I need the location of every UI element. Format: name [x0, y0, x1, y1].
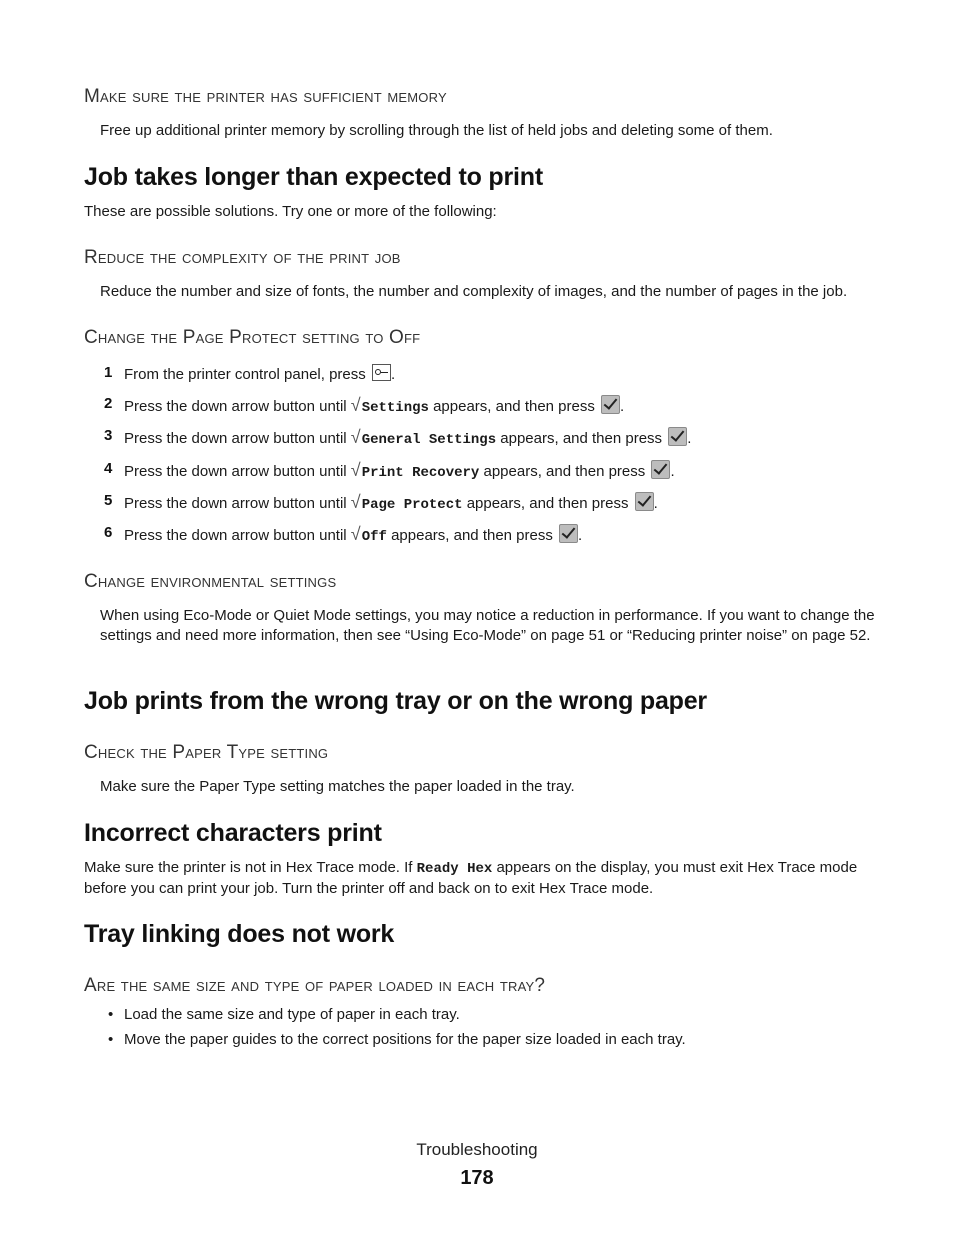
step-2	[124, 395, 624, 416]
step-suffix: .	[390, 366, 396, 383]
heading-same-size: Are the same size and type of paper loaded in each tray?	[84, 975, 546, 996]
menu-item-code: Page Protect	[361, 497, 463, 513]
step-text: Press the down arrow button until	[124, 527, 347, 544]
check-icon	[651, 460, 670, 479]
check-icon	[635, 492, 654, 511]
heading-sufficient-memory: Make sure the printer has sufficient memory	[84, 86, 447, 107]
footer-section: Troubleshooting	[416, 1140, 538, 1159]
menu-item-code: Off	[361, 529, 387, 545]
page-number: 178	[460, 1167, 494, 1189]
bullet-icon: •	[108, 1031, 114, 1048]
step-number: 4	[104, 460, 113, 477]
step-number: 5	[104, 492, 113, 509]
step-text: appears, and then press	[466, 495, 629, 512]
list-item: Load the same size and type of paper in each tray.	[124, 1006, 460, 1023]
step-1	[124, 364, 395, 383]
step-number: 2	[104, 395, 113, 412]
job-longer-intro: These are possible solutions. Try one or more of the following:	[84, 203, 497, 220]
step-text: appears, and then press	[391, 527, 553, 544]
menu-item-code: General Settings	[361, 432, 497, 448]
heading-paper-type: Check the Paper Type setting	[84, 742, 329, 763]
sqrt-icon: √	[350, 395, 361, 415]
step-text: Press the down arrow button until	[124, 495, 347, 512]
heading-page-protect: Change the Page Protect setting to Off	[84, 327, 421, 348]
bullet-icon: •	[108, 1006, 114, 1023]
step-4	[124, 460, 675, 481]
step-suffix: .	[653, 495, 658, 512]
sqrt-icon: √	[350, 524, 361, 544]
sqrt-icon: √	[350, 460, 361, 480]
incorrect-text: appears on the display, you must exit Hex Trace mode before you can print your job. Turn the printer off and back on to exit Hex Trace mode.	[84, 859, 858, 897]
title-tray-linking: Tray linking does not work	[84, 920, 395, 948]
incorrect-body	[84, 858, 876, 899]
step-text: appears, and then press	[500, 430, 663, 447]
step-text: appears, and then press	[483, 463, 646, 480]
paper-type-body: Make sure the Paper Type setting matches the paper loaded in the tray.	[100, 778, 575, 795]
step-6	[124, 524, 582, 545]
check-icon	[559, 524, 578, 543]
sqrt-icon: √	[350, 492, 361, 512]
step-text: Press the down arrow button until	[124, 463, 347, 480]
step-suffix: .	[687, 430, 692, 447]
step-3	[124, 427, 691, 448]
step-number: 3	[104, 427, 113, 444]
step-suffix: .	[670, 463, 675, 480]
step-text: Press the down arrow button until	[124, 398, 347, 415]
incorrect-text: Make sure the printer is not in Hex Trace mode. If	[84, 859, 413, 876]
ready-hex-code: Ready Hex	[416, 861, 493, 877]
step-text: From the printer control panel, press	[124, 366, 366, 383]
env-body: When using Eco‑Mode or Quiet Mode settings, you may notice a reduction in performance. If you want to change the settings and need more information, then see “Using Eco‑Mode” on page 51 or “Reducing printer noise” on page 52.	[100, 607, 875, 644]
step-number: 1	[104, 364, 113, 381]
step-suffix: .	[620, 398, 625, 415]
heading-environmental-settings: Change environmental settings	[84, 571, 337, 592]
check-icon	[601, 395, 620, 414]
step-text: Press the down arrow button until	[124, 430, 347, 447]
menu-item-code: Settings	[361, 400, 429, 416]
check-icon	[668, 427, 687, 446]
memory-body: Free up additional printer memory by scrolling through the list of held jobs and deleting some of them.	[100, 122, 773, 139]
title-incorrect-characters: Incorrect characters print	[84, 819, 382, 847]
title-job-longer: Job takes longer than expected to print	[84, 163, 543, 191]
sqrt-icon: √	[350, 427, 361, 447]
step-5	[124, 492, 658, 513]
reduce-body: Reduce the number and size of fonts, the number and complexity of images, and the number of pages in the job.	[100, 283, 848, 300]
heading-reduce-complexity: Reduce the complexity of the print job	[84, 247, 401, 268]
list-item: Move the paper guides to the correct positions for the paper size loaded in each tray.	[124, 1031, 686, 1048]
step-suffix: .	[578, 527, 583, 544]
menu-key-icon	[372, 364, 391, 381]
step-text: appears, and then press	[433, 398, 595, 415]
step-number: 6	[104, 524, 113, 541]
menu-item-code: Print Recovery	[361, 465, 480, 481]
title-wrong-tray: Job prints from the wrong tray or on the wrong paper	[84, 687, 707, 715]
